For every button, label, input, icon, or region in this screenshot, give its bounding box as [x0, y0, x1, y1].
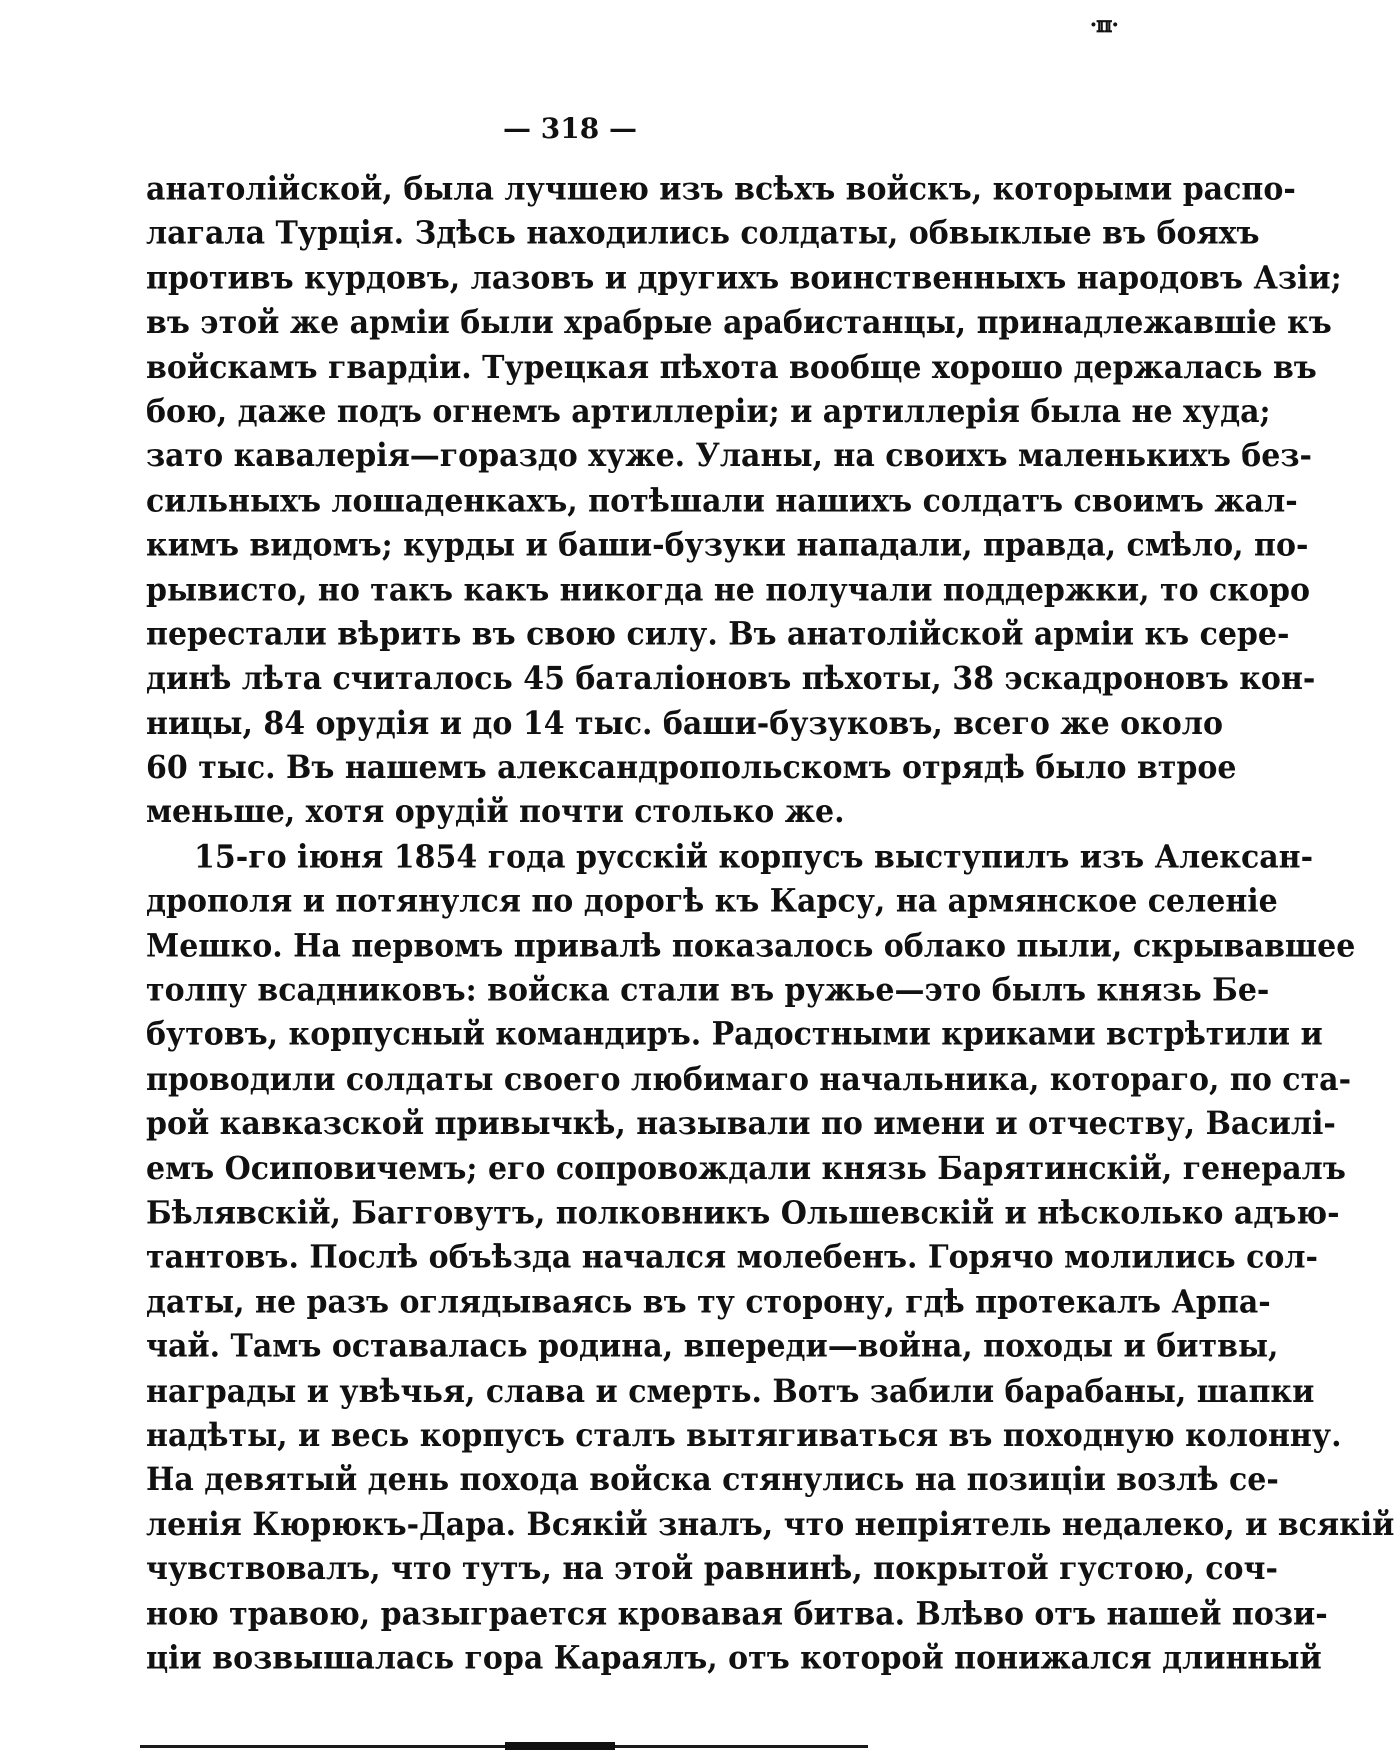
- text-line: бою, даже подъ огнемъ артиллеріи; и артиллерія была не худа;: [146, 393, 1271, 431]
- bottom-rule: [140, 1745, 868, 1748]
- text-line: перестали вѣрить въ свою силу. Въ анатолійской арміи къ сере-: [146, 616, 1290, 654]
- text-line: анатолійской, была лучшею изъ всѣхъ войскъ, которыми распо-: [146, 171, 1296, 208]
- text-line: динѣ лѣта считалось 45 баталіоновъ пѣхоты, 38 эскадроновъ кон-: [146, 660, 1316, 698]
- text-line: меньше, хотя орудій почти столько же.: [146, 794, 845, 832]
- text-line: 15-го іюня 1854 года русскій корпусъ выступилъ изъ Алексан-: [194, 838, 1314, 876]
- text-line: ціи возвышалась гора Караялъ, отъ которой понижался длинный: [146, 1639, 1322, 1677]
- text-line: кимъ видомъ; курды и баши-бузуки нападали, правда, смѣло, по-: [146, 527, 1309, 564]
- text-line: рой кавказской привычкѣ, называли по имени и отчеству, Василі-: [146, 1105, 1336, 1143]
- text-line: награды и увѣчья, слава и смерть. Вотъ забили барабаны, шапки: [146, 1372, 1315, 1410]
- text-line: ницы, 84 орудія и до 14 тыс. баши-бузуковъ, всего же около: [146, 705, 1223, 743]
- paragraph-1: [146, 168, 1342, 836]
- text-line: Бѣлявскій, Багговутъ, полковникъ Ольшевскій и нѣсколько адъю-: [146, 1194, 1340, 1232]
- text-line: проводили солдаты своего любимаго начальника, котораго, по ста-: [146, 1061, 1352, 1099]
- text-line: 60 тыс. Въ нашемъ александропольскомъ отрядѣ было втрое: [146, 749, 1237, 787]
- corner-mark: ·ℼ·: [1089, 12, 1118, 38]
- text-line: емъ Осиповичемъ; его сопровождали князь Барятинскій, генералъ: [146, 1150, 1346, 1188]
- text-line: чай. Тамъ оставалась родина, впереди—война, походы и битвы,: [146, 1328, 1279, 1366]
- text-line: бутовъ, корпусный командиръ. Радостными криками встрѣтили и: [146, 1016, 1323, 1054]
- text-line: сильныхъ лошаденкахъ, потѣшали нашихъ солдатъ своимъ жал-: [146, 482, 1298, 520]
- text-line: противъ курдовъ, лазовъ и другихъ воинственныхъ народовъ Азіи;: [146, 260, 1342, 297]
- text-line: войскамъ гвардіи. Турецкая пѣхота вообще хорошо держалась въ: [146, 349, 1317, 386]
- text-line: надѣты, и весь корпусъ сталъ вытягиваться въ походную колонну.: [146, 1417, 1342, 1455]
- text-line: зато кавалерія—гораздо хуже. Уланы, на своихъ маленькихъ без-: [146, 438, 1312, 475]
- page-number: — 318 —: [503, 112, 637, 145]
- text-line: Мешко. На первомъ привалѣ показалось облако пыли, скрывавшее: [146, 927, 1356, 965]
- body-text: [146, 168, 1394, 1681]
- text-line: въ этой же арміи были храбрые арабистанцы, принадлежавшіе къ: [146, 304, 1332, 342]
- paragraph-2: [146, 836, 1394, 1682]
- text-line: толпу всадниковъ: войска стали въ ружье—это былъ князь Бе-: [146, 972, 1270, 1010]
- text-line: даты, не разъ оглядываясь въ ту сторону, гдѣ протекалъ Арпа-: [146, 1283, 1271, 1321]
- text-line: чувствовалъ, что тутъ, на этой равнинѣ, покрытой густою, соч-: [146, 1550, 1278, 1588]
- text-line: дрополя и потянулся по дорогѣ къ Карсу, на армянское селеніе: [146, 883, 1278, 921]
- text-line: лагала Турція. Здѣсь находились солдаты, обвыклые въ бояхъ: [146, 215, 1260, 253]
- text-line: рывисто, но такъ какъ никогда не получали поддержки, то скоро: [146, 571, 1310, 609]
- text-line: ною травою, разыграется кровавая битва. Влѣво отъ нашей пози-: [146, 1595, 1328, 1633]
- bottom-rule-mark: [505, 1742, 615, 1750]
- text-line: тантовъ. Послѣ объѣзда начался молебенъ. Горячо молились сол-: [146, 1239, 1318, 1277]
- text-line: ленія Кюрюкъ-Дара. Всякій зналъ, что непріятель недалеко, и всякій: [146, 1506, 1394, 1544]
- text-line: На девятый день похода войска стянулись на позиціи возлѣ се-: [146, 1461, 1279, 1499]
